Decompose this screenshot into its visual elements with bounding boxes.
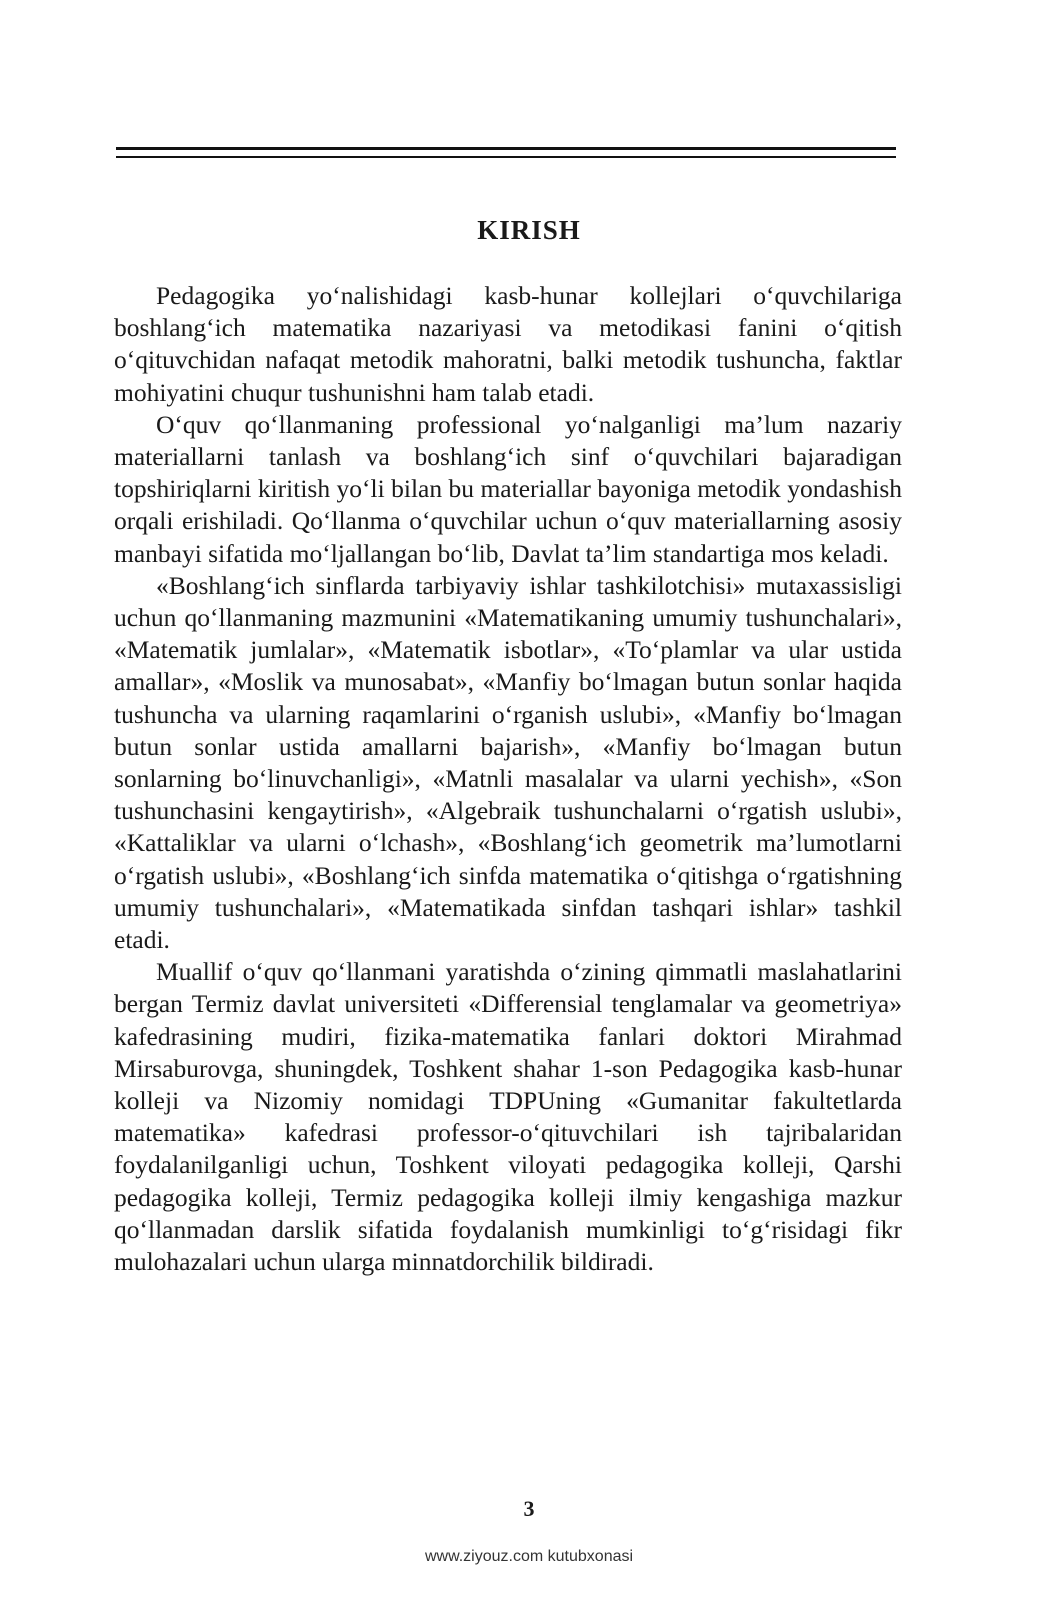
body-text [114, 280, 902, 1278]
watermark-text: www.ziyouz.com kutubxonasi [424, 1548, 634, 1565]
header-rule-bottom [116, 156, 896, 158]
paragraph-1: Pedagogika yo‘nalishidagi kasb-hunar kollejlari o‘quvchilariga boshlang‘ich matematika nazariyasi va metodikasi fanini o‘qitish o‘qituvchidan nafaqat metodik mahoratni, balki metodik tushuncha, faktlar mohiyatini chuqur tushunishni ham talab etadi. [114, 281, 902, 407]
paragraph-3: «Boshlang‘ich sinflarda tarbiyaviy ishlar tashkilotchisi» mutaxassisligi uchun qo‘llanmaning mazmunini «Matematikaning umumiy tushunchalari», «Matematik jumlalar», «Matematik isbotlar», «To‘plamlar va ular ustida amallar», «Moslik va munosabat», «Manfiy bo‘lmagan butun sonlar haqida tushuncha va ularning raqamlarini o‘rganish uslubi», «Manfiy bo‘lmagan butun sonlar ustida amallarni bajarish», «Manfiy bo‘lmagan butun sonlarning bo‘linuvchanligi», «Matnli masalalar va ularni yechish», «Son tushunchasini kengaytirish», «Algebraik tushunchalarni o‘rgatish uslubi», «Kattaliklar va ularni o‘lchash», «Boshlang‘ich geometrik ma’lumotlarni o‘rgatish uslubi», «Boshlang‘ich sinfda matematika o‘qitishga o‘rgatishning umumiy tushunchalari», «Matematikada sinfdan tashqari ishlar» tashkil etadi. [114, 570, 902, 955]
chapter-title: KIRISH [477, 215, 581, 245]
page-number: 3 [523, 1496, 535, 1521]
header-rule-top [116, 147, 896, 150]
paragraph-4: Muallif o‘quv qo‘llanmani yaratishda o‘zining qimmatli maslahatlarini bergan Termiz davlat universiteti «Differensial tenglamalar va geometriya» kafedrasining mudiri, fizika-matematika fanlari doktori Mirahmad Mirsaburovga, shuningdek, Toshkent shahar 1-son Pedagogika kasb-hunar kolleji va Nizomiy nomidagi TDPUning «Gumanitar fakultetlarda matematika» kafedrasi professor-o‘qituvchilari ish tajribalaridan foydalanilganligi uchun, Toshkent viloyati pedagogika kolleji, Qarshi pedagogika kolleji, Termiz pedagogika kolleji ilmiy kengashiga mazkur qo‘llanmadan darslik sifatida foydalanish mumkinligi to‘g‘risidagi fikr mulohazalari uchun ularga minnatdorchilik bildiradi. [114, 957, 902, 1277]
paragraph-2: O‘quv qo‘llanmaning professional yo‘nalganligi ma’lum nazariy materiallarni tanlash va boshlang‘ich sinf o‘quvchilari bajaradigan topshiriqlarni kiritish yo‘li bilan bu materiallar bayoniga metodik yondashish orqali erishiladi. Qo‘llanma o‘quvchilar uchun o‘quv materiallarning asosiy manbayi sifatida mo‘ljallangan bo‘lib, Davlat ta’lim standartiga mos keladi. [114, 409, 902, 568]
